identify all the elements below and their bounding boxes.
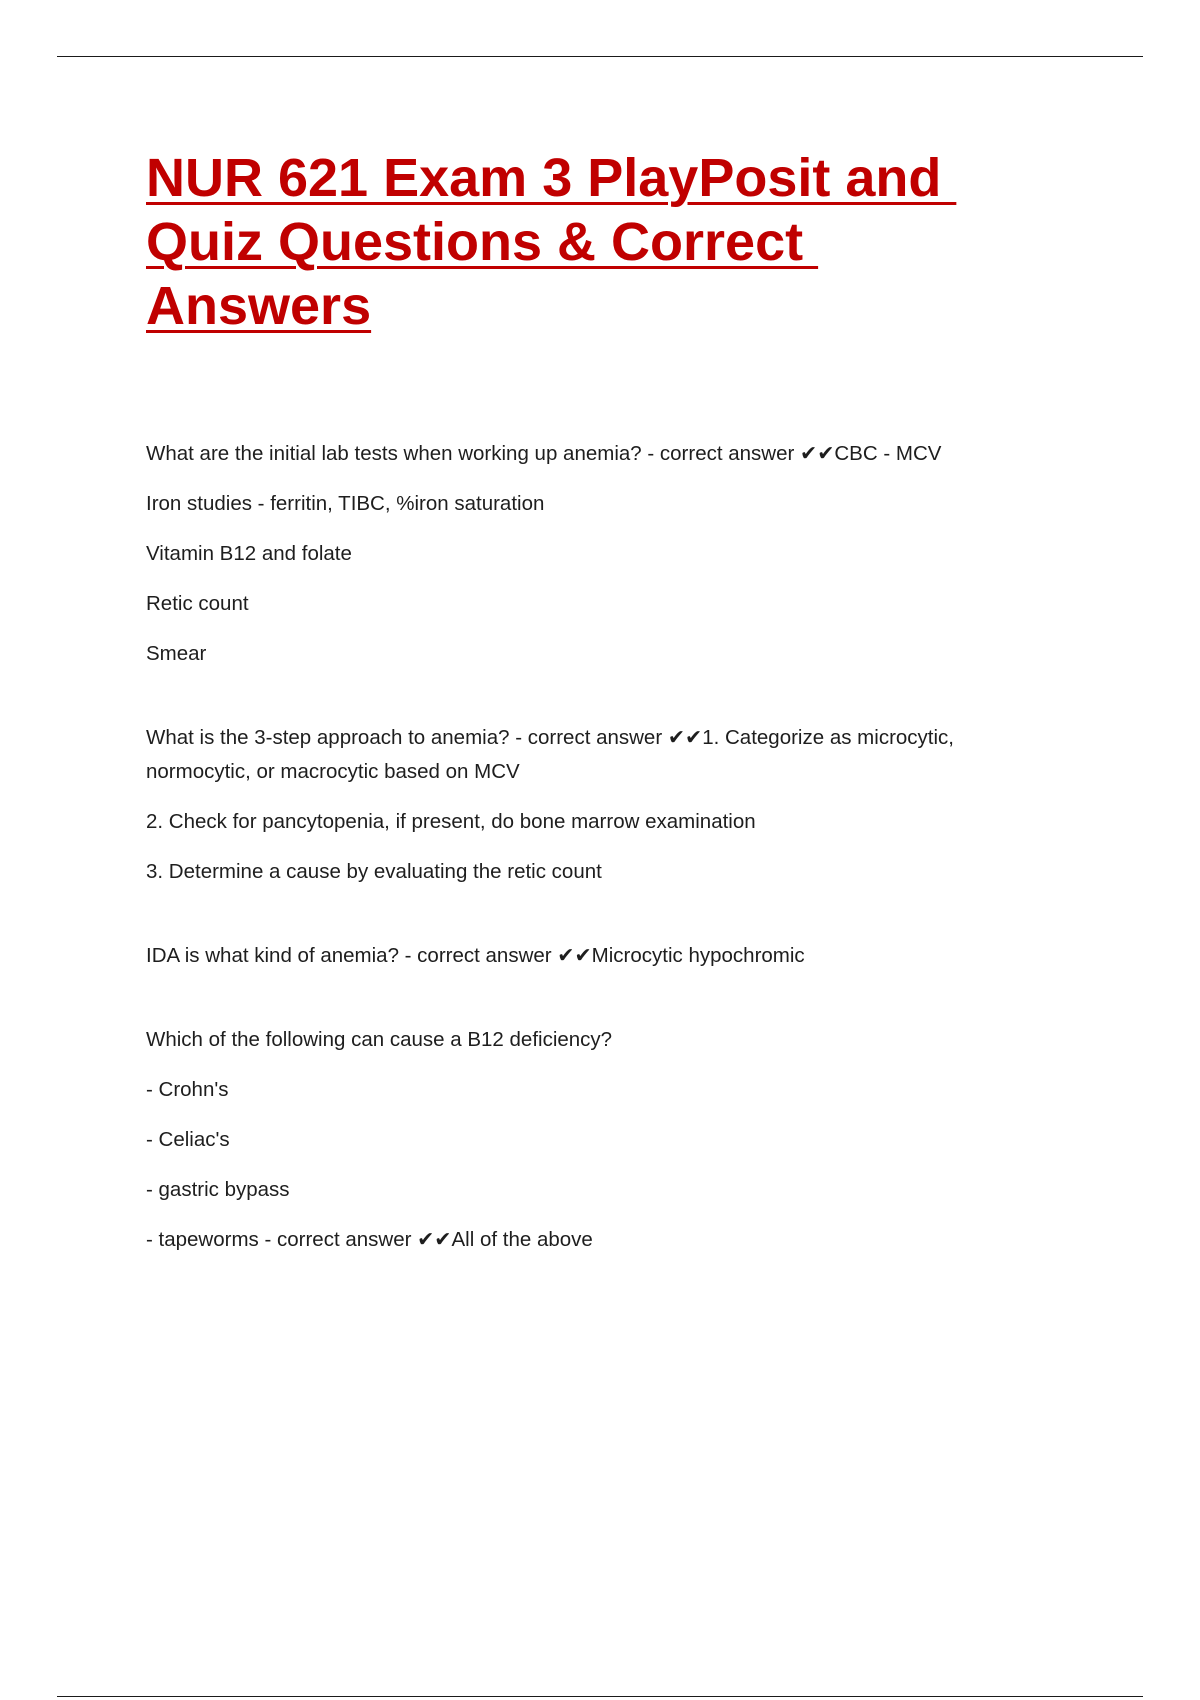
answer-line: Vitamin B12 and folate <box>146 542 352 565</box>
option-line: - gastric bypass <box>146 1178 290 1201</box>
header-rule <box>57 56 1143 57</box>
answer-line: Retic count <box>146 592 249 615</box>
option-line: - tapeworms - correct answer ✔✔All of the above <box>146 1228 593 1251</box>
answer-line: Iron studies - ferritin, TIBC, %iron saturation <box>146 492 545 515</box>
option-line: - Crohn's <box>146 1078 229 1101</box>
question-line: What is the 3-step approach to anemia? - correct answer ✔✔1. Categorize as microcytic, normocytic, or macrocytic based on MCV <box>146 726 954 783</box>
answer-line: Smear <box>146 642 207 665</box>
question-line: What are the initial lab tests when working up anemia? - correct answer ✔✔CBC - MCV <box>146 442 942 465</box>
qa-block-ida-type <box>146 939 1046 973</box>
qa-block-b12-deficiency <box>146 1023 1046 1257</box>
qa-block-three-step-approach <box>146 721 1046 889</box>
footer-rule <box>57 1696 1143 1697</box>
document-body <box>146 437 1046 1307</box>
question-line: Which of the following can cause a B12 deficiency? <box>146 1028 613 1051</box>
document-title <box>146 146 1046 338</box>
title-line: Quiz Questions & Correct <box>146 212 819 272</box>
title-line: Answers <box>146 276 372 336</box>
answer-line: 3. Determine a cause by evaluating the retic count <box>146 860 602 883</box>
title-line: NUR 621 Exam 3 PlayPosit and <box>146 148 957 208</box>
answer-line: 2. Check for pancytopenia, if present, do bone marrow examination <box>146 810 756 833</box>
question-line: IDA is what kind of anemia? - correct answer ✔✔Microcytic hypochromic <box>146 944 805 967</box>
option-line: - Celiac's <box>146 1128 230 1151</box>
qa-block-initial-lab-tests <box>146 437 1046 671</box>
